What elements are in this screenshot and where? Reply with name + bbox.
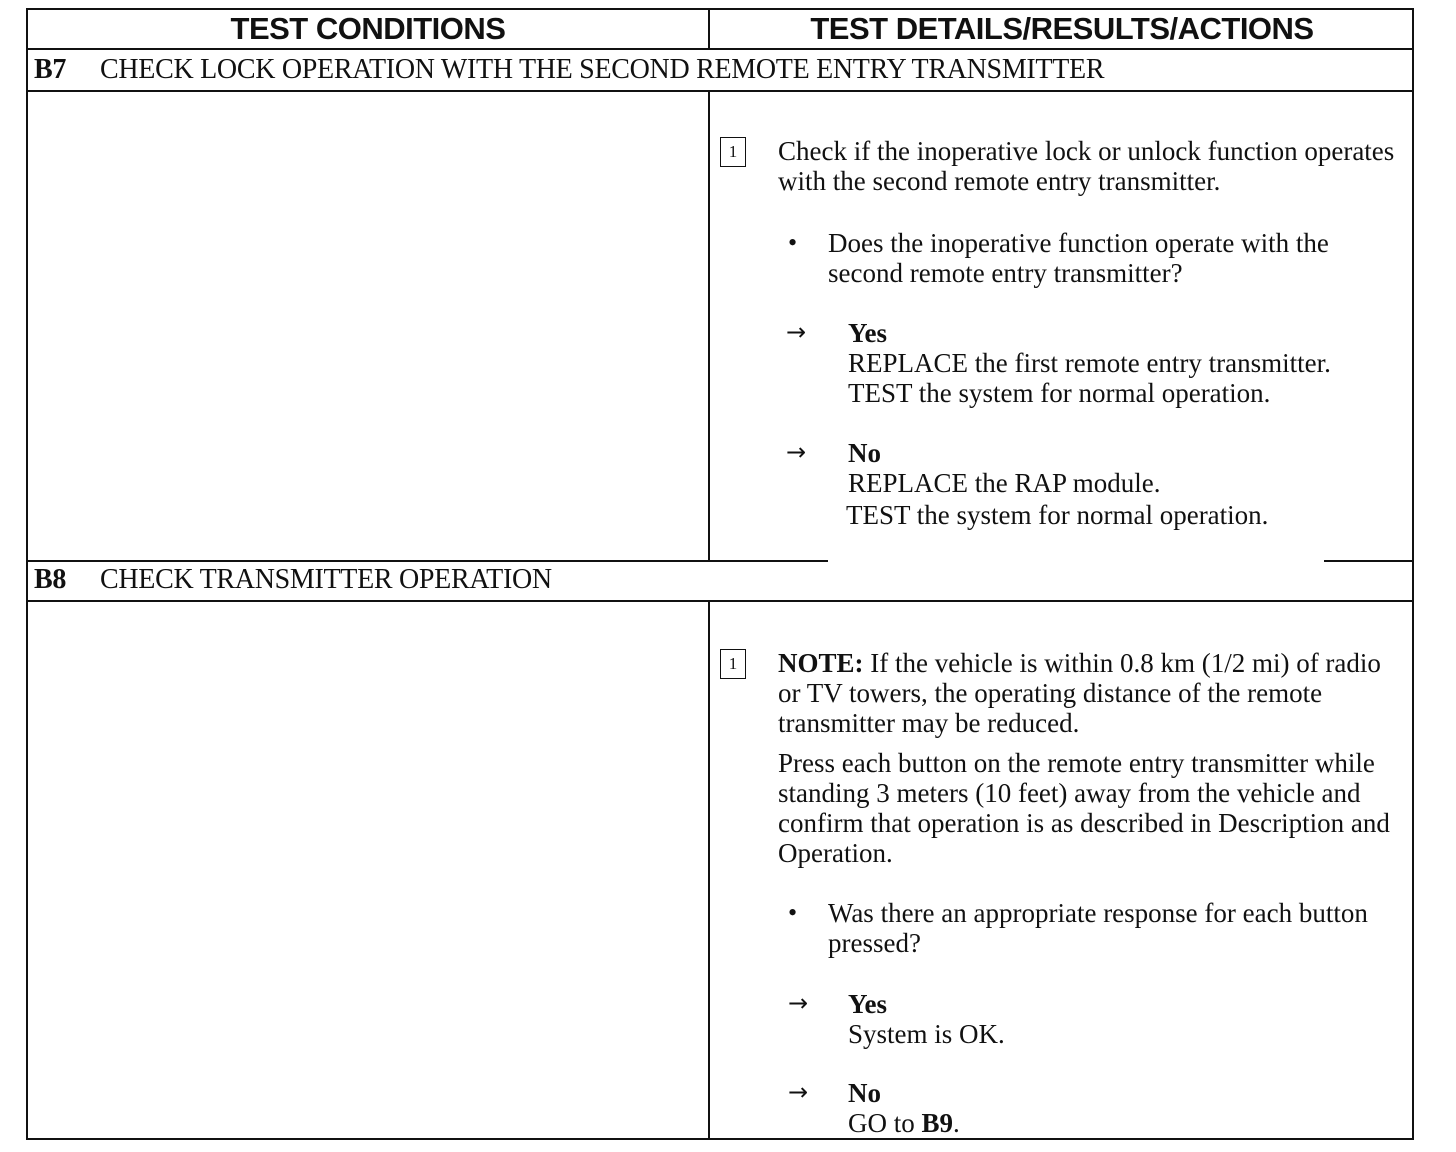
b8-top-divider-left xyxy=(28,560,828,562)
header-divider xyxy=(28,48,1412,50)
test-conditions-header: TEST CONDITIONS xyxy=(28,10,710,48)
diagnostic-table xyxy=(26,8,1414,1140)
b8-question: Was there an appropriate response for each button pressed? xyxy=(828,898,1368,958)
b7-title-divider xyxy=(28,90,1412,92)
step-b8-id: B8 xyxy=(34,564,67,595)
b8-note xyxy=(778,648,1393,738)
b8-note-label: NOTE: xyxy=(778,648,864,678)
b8-no-label: No xyxy=(848,1078,881,1108)
b7-column-divider xyxy=(708,90,710,560)
b8-yes-label: Yes xyxy=(848,989,887,1019)
b8-note-text: If the vehicle is within 0.8 km (1/2 mi) of radio or TV towers, the operating distance of the remote transmitter may be reduced. xyxy=(778,648,1381,738)
b8-top-divider-right xyxy=(1324,560,1412,562)
b8-yes-action: System is OK. xyxy=(848,1019,1005,1049)
b7-yes-label: Yes xyxy=(848,318,887,348)
test-details-header: TEST DETAILS/RESULTS/ACTIONS xyxy=(810,11,1314,46)
b8-no-action-prefix: GO to xyxy=(848,1108,922,1138)
b7-instruction: Check if the inoperative lock or unlock function operates with the second remote entry transmitter. xyxy=(778,136,1395,196)
b7-question-bullet: • xyxy=(788,228,798,257)
b8-no-action-suffix: . xyxy=(953,1108,960,1138)
step-b7-title-row xyxy=(34,54,1104,86)
b7-no-label: No xyxy=(848,438,881,468)
step-b7-id: B7 xyxy=(34,54,67,85)
b7-yes-arrow: → xyxy=(786,318,807,346)
b7-no-arrow: → xyxy=(786,438,807,466)
step-b7-title: CHECK LOCK OPERATION WITH THE SECOND REMOTE ENTRY TRANSMITTER xyxy=(100,54,1105,85)
b8-title-divider xyxy=(28,600,1412,602)
step-b8-title-row xyxy=(34,564,552,596)
b7-step-box: 1 xyxy=(720,137,746,167)
b8-no-action xyxy=(848,1108,960,1138)
b7-no-action-1: REPLACE the RAP module. xyxy=(848,468,1161,498)
b7-yes-action-2: TEST the system for normal operation. xyxy=(848,378,1271,408)
b8-yes-arrow: → xyxy=(788,989,809,1017)
step-b8-title: CHECK TRANSMITTER OPERATION xyxy=(100,564,552,595)
b8-step-box: 1 xyxy=(720,649,746,679)
b7-question: Does the inoperative function operate with the second remote entry transmitter? xyxy=(828,228,1329,288)
b8-column-divider xyxy=(708,600,710,1140)
b7-no-action-2: TEST the system for normal operation. xyxy=(846,500,1269,530)
b8-question-bullet: • xyxy=(788,898,798,927)
b8-no-arrow: → xyxy=(788,1078,809,1106)
b8-no-action-ref: B9 xyxy=(921,1108,954,1138)
b8-instruction: Press each button on the remote entry transmitter while standing 3 meters (10 feet) away from the vehicle and confirm that operation is as described in Description and Operation. xyxy=(778,748,1390,868)
b7-yes-action-1: REPLACE the first remote entry transmitter. xyxy=(848,348,1331,378)
